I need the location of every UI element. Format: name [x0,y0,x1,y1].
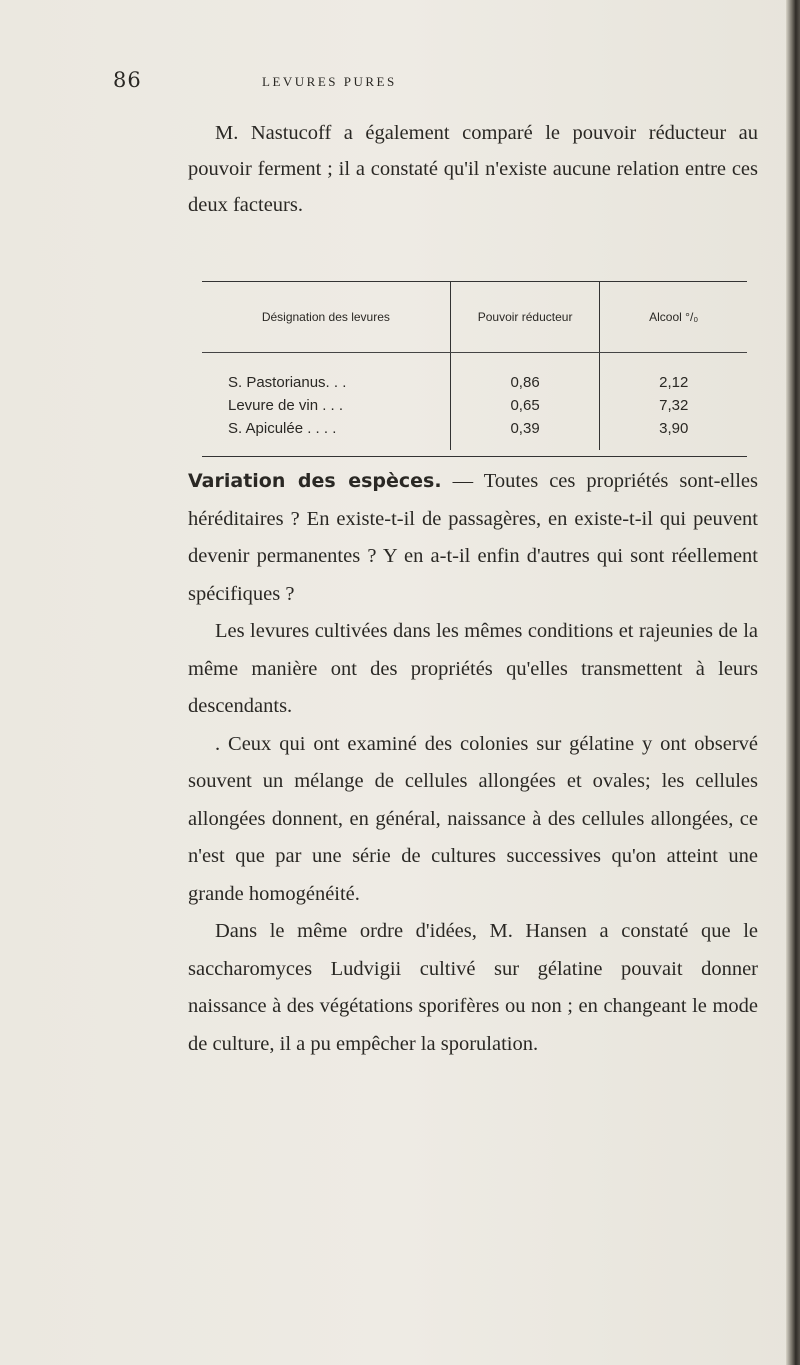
cell-designation: S. Apiculée . . . . [202,417,450,450]
section-lead-text: — Toutes ces propriétés sont-elles héréditaires ? En existe-t-il de passagères, en existe-t-il qui peuvent devenir permanentes ? Y en a-t-il enfin d'autres qui sont réellement spécifiques ? [188,470,758,605]
section-title: Variation des espèces. [188,470,442,492]
section-body [188,463,758,1063]
cell-reducing-power: 0,65 [450,394,600,417]
page-edge-shadow [786,0,800,1365]
section-lead-paragraph [188,463,758,613]
table-row [202,417,747,450]
page-number: 86 [113,68,142,92]
table-row [202,394,747,417]
cell-alcohol: 3,90 [659,420,689,437]
running-title: LEVURES PURES [262,74,397,89]
cell-designation: S. Pastorianus. . . [202,353,450,395]
intro-paragraph [188,115,758,223]
cell-reducing-power: 0,86 [450,353,600,395]
yeast-table [202,281,747,457]
cell-designation: Levure de vin . . . [202,394,450,417]
table-row [202,353,747,395]
page-header [0,68,800,98]
paragraph: Dans le même ordre d'idées, M. Hansen a constaté que le saccharomyces Ludvigii cultivé sur gélatine pouvait donner naissance à des végétations sporifères ou non ; en changeant le mode de culture, il a pu empêcher la sporulation. [188,920,758,1055]
header-designation: Désignation des levures [202,282,450,353]
cell-alcohol: 7,32 [659,397,689,414]
table-header-row [202,282,747,353]
data-table [202,282,747,450]
cell-alcohol: 2,12 [659,374,689,391]
cell-reducing-power: 0,39 [450,417,600,450]
paragraph: . Ceux qui ont examiné des colonies sur gélatine y ont observé souvent un mélange de cellules allongées et ovales; les cellules allongées donnent, en général, naissance à des cellules allongées, ce n'est que par une série de cultures successives qu'on atteint une grande homogénéité. [188,732,758,905]
header-alcohol: Alcool °/₀ [600,282,747,353]
header-reducing-power: Pouvoir réducteur [450,282,600,353]
intro-text: M. Nastucoff a également comparé le pouvoir réducteur au pouvoir ferment ; il a constaté qu'il n'existe aucune relation entre ces deux facteurs. [188,122,758,216]
paragraph: Les levures cultivées dans les mêmes conditions et rajeunies de la même manière ont des propriétés qu'elles transmettent à leurs descendants. [188,620,758,717]
